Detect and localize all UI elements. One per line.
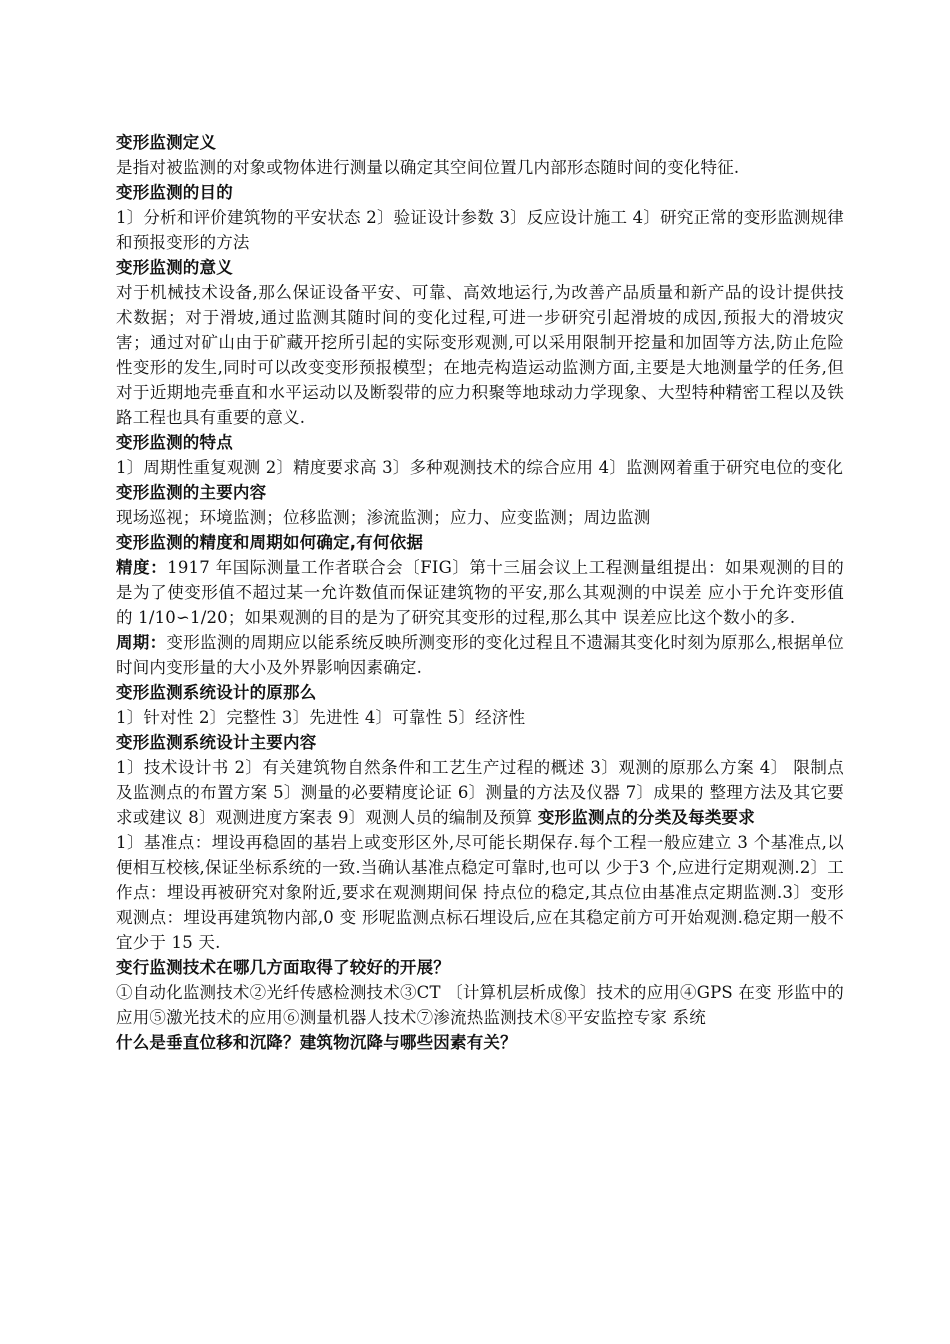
heading-significance: 变形监测的意义	[116, 258, 233, 277]
heading-settlement: 什么是垂直位移和沉降？建筑物沉降与哪些因素有关？	[116, 1033, 517, 1052]
heading-main-content: 变形监测的主要内容	[116, 483, 267, 502]
body-techniques: ①自动化监测技术②光纤传感检测技术③CT 〔计算机层析成像〕技术的应用④GPS 在变 形监中的应用⑤激光技术的应用⑥测量机器人技术⑦渗流热监测技术⑧平安监控专家 系统	[116, 983, 844, 1027]
body-design-principles: 1〕针对性 2〕完整性 3〕先进性 4〕可靠性 5〕经济性	[116, 708, 526, 727]
heading-point-types: 变形监测点的分类及每类要求	[537, 808, 755, 827]
body-definition: 是指对被监测的对象或物体进行测量以确定其空间位置几内部形态随时间的变化特征.	[116, 158, 740, 177]
body-characteristics: 1〕周期性重复观测 2〕精度要求高 3〕多种观测技术的综合应用 4〕监测网着重于研究电位的变化	[116, 458, 844, 477]
heading-precision-period: 变形监测的精度和周期如何确定,有何依据	[116, 533, 424, 552]
period-text: 变形监测的周期应以能系统反映所测变形的变化过程且不遗漏其变化时刻为原那么,根据单位时间内变形量的大小及外界影响因素确定.	[116, 633, 844, 677]
period-label: 周期：	[116, 633, 167, 652]
period-paragraph	[116, 630, 844, 680]
body-main-content: 现场巡视；环境监测；位移监测；渗流监测；应力、应变监测；周边监测	[116, 508, 651, 527]
body-purpose: 1〕分析和评价建筑物的平安状态 2〕验证设计参数 3〕反应设计施工 4〕研究正常的变形监测规律和预报变形的方法	[116, 208, 844, 252]
precision-paragraph	[116, 555, 844, 630]
body-significance: 对于机械技术设备,那么保证设备平安、可靠、高效地运行,为改善产品质量和新产品的设计提供技术数据；对于滑坡,通过监测其随时间的变化过程,可进一步研究引起滑坡的成因,预报大的滑坡灾害；通过对矿山由于矿藏开挖所引起的实际变形观测,可以采用限制开挖量和加固等方法,防止危险性变形的发生,同时可以改变变形预报模型；在地壳构造运动监测方面,主要是大地测量学的任务,但对于近期地壳垂直和水平运动以及断裂带的应力积聚等地球动力学现象、大型特种精密工程以及铁路工程也具有重要的意义.	[116, 283, 844, 427]
heading-purpose: 变形监测的目的	[116, 183, 233, 202]
body-point-types: 1〕基准点：埋设再稳固的基岩上或变形区外,尽可能长期保存.每个工程一般应建立 3 个基准点,以便相互校核,保证坐标系统的一致.当确认基准点稳定可靠时,也可以 少于3 个,应进行定期观测.2〕工作点：埋设再被研究对象附近,要求在观测期间保 持点位的稳定,其点位由基准点定期监测.3〕变形观测点：埋设再建筑物内部,0 变 形呢监测点标石埋设后,应在其稳定前方可开始观测.稳定期一般不宜少于 15 天.	[116, 833, 844, 952]
document-page	[116, 130, 844, 1055]
heading-design-content: 变形监测系统设计主要内容	[116, 733, 317, 752]
precision-text: 1917 年国际测量工作者联合会〔FIG〕第十三届会议上工程测量组提出：如果观测的目的是为了使变形值不超过某一允许数值而保证建筑物的平安,那么其观测的中误差 应小于允许变形值的 1/10∽1/20；如果观测的目的是为了研究其变形的过程,那么其中 误差应比这个数小的多.	[116, 558, 844, 627]
heading-techniques: 变行监测技术在哪几方面取得了较好的开展？	[116, 958, 450, 977]
heading-design-principles: 变形监测系统设计的原那么	[116, 683, 317, 702]
heading-characteristics: 变形监测的特点	[116, 433, 233, 452]
precision-label: 精度：	[116, 558, 168, 577]
design-content-text: 1〕技术设计书 2〕有关建筑物自然条件和工艺生产过程的概述 3〕观测的原那么方案 4〕 限制点及监测点的布置方案 5〕测量的必要精度论证 6〕测量的方法及仪器 7〕成果的 整理方法及其它要求或建议 8〕观测进度方案表 9〕观测人员的编制及预算	[116, 758, 844, 827]
body-design-content	[116, 755, 844, 830]
heading-definition: 变形监测定义	[116, 133, 217, 152]
